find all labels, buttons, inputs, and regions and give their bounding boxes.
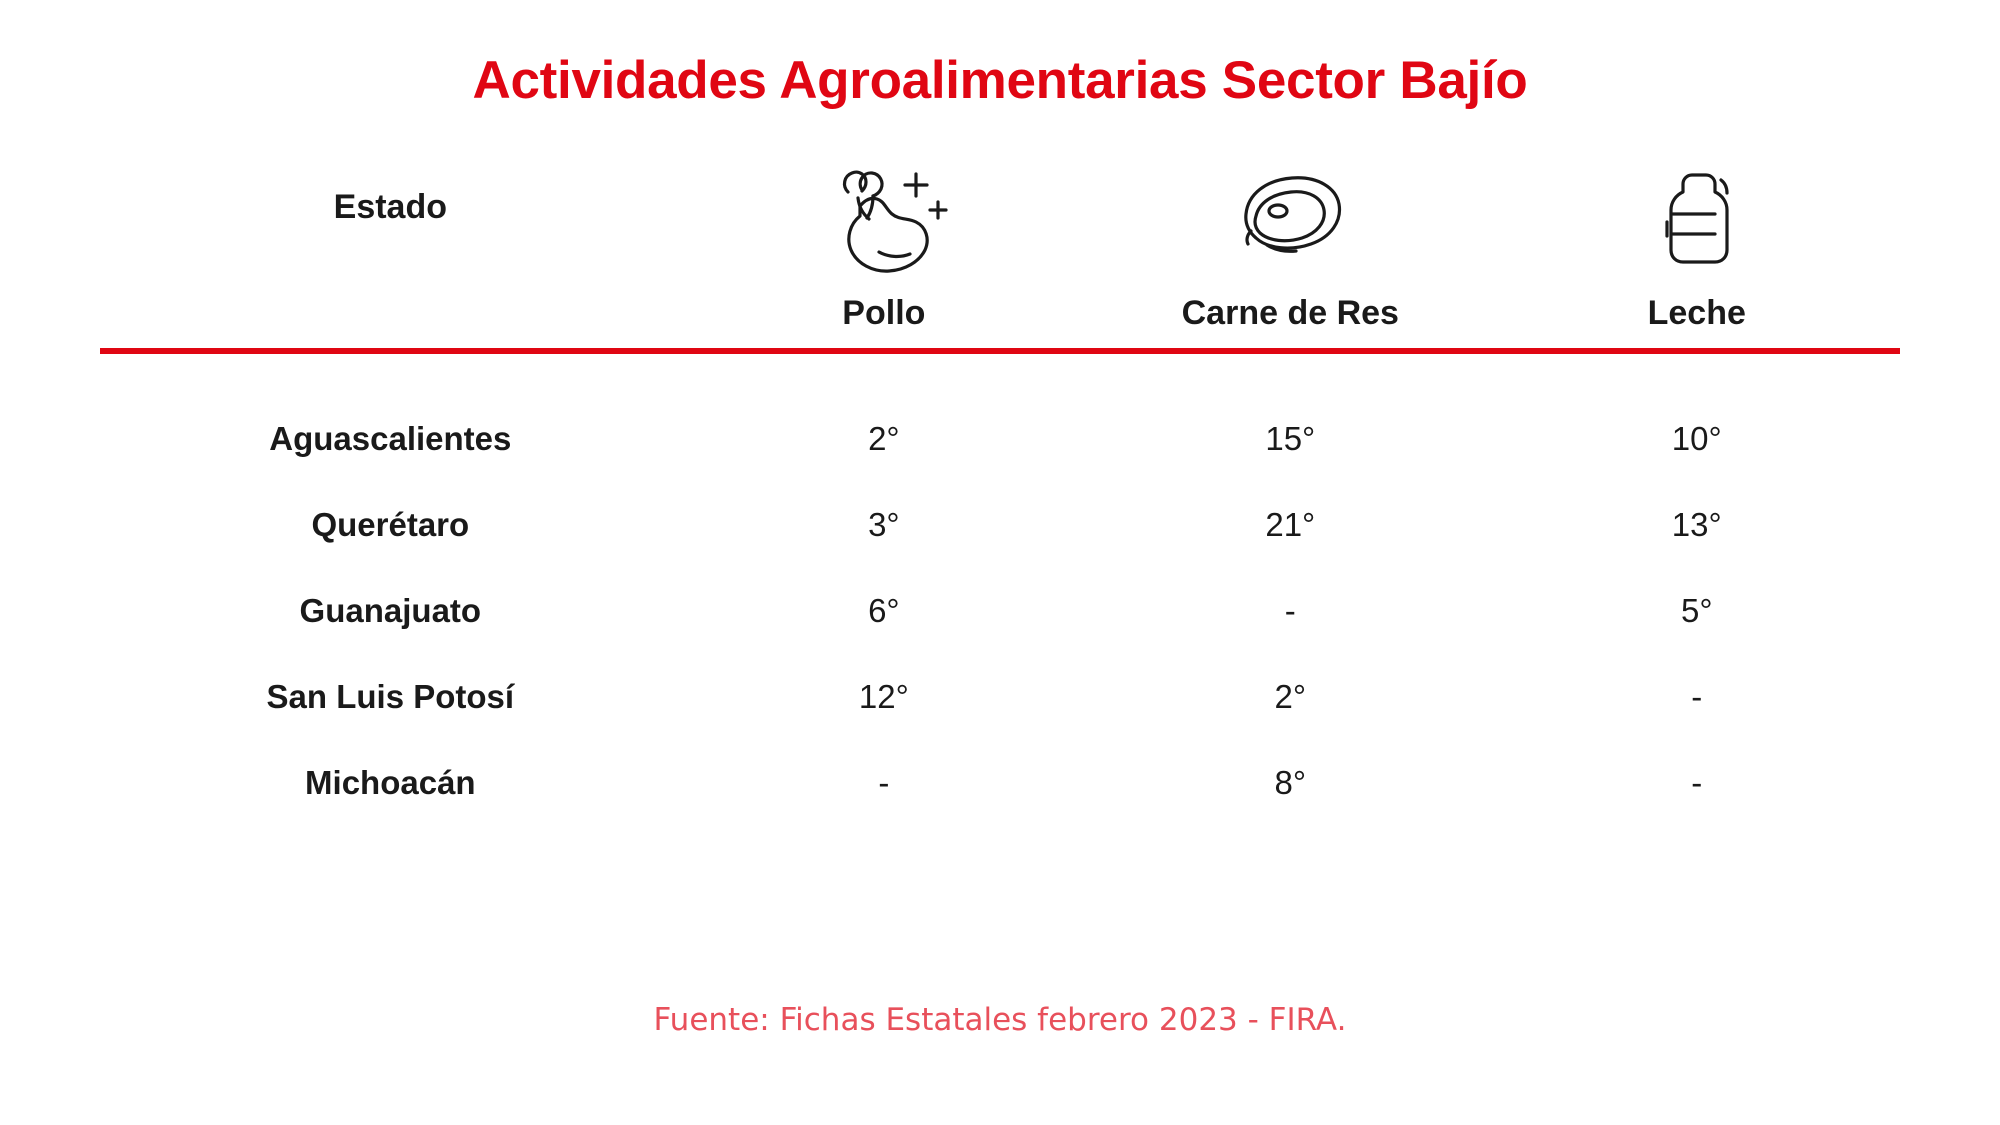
header-rule-cell [100, 344, 1900, 354]
cell-leche: - [1691, 678, 1703, 716]
header-spacer-row [100, 354, 1900, 396]
table-row [100, 482, 1900, 568]
cell-state: Aguascalientes [269, 420, 512, 458]
cell-carne: 15° [1265, 420, 1316, 458]
cell-carne: 8° [1274, 764, 1307, 802]
table-row [100, 568, 1900, 654]
header-label-pollo: Pollo [842, 294, 926, 332]
header-spacer-cell [100, 354, 1900, 396]
cell-state: Querétaro [311, 506, 470, 544]
cell-carne: 2° [1274, 678, 1307, 716]
chicken-leg-icon [682, 151, 1086, 281]
cell-pollo: 6° [868, 592, 900, 630]
cell-leche: 10° [1671, 420, 1722, 458]
header-label-carne: Carne de Res [1181, 294, 1399, 332]
header-cell-carne [1087, 150, 1493, 344]
header-cell-pollo [681, 150, 1087, 344]
table-header [100, 150, 1900, 396]
table-row [100, 740, 1900, 826]
table-row [100, 396, 1900, 482]
source-note: Fuente: Fichas Estatales febrero 2023 - FIRA. [653, 1002, 1347, 1038]
cell-state: San Luis Potosí [266, 678, 515, 716]
header-label-state: Estado [333, 188, 447, 226]
beef-steak-icon [1088, 151, 1492, 281]
cell-pollo: - [878, 764, 890, 802]
table-body [100, 396, 1900, 826]
cell-carne: - [1284, 592, 1296, 630]
page-title: Actividades Agroalimentarias Sector Bajío [472, 51, 1528, 110]
milk-jug-icon [1495, 151, 1899, 281]
cell-state: Guanajuato [299, 592, 482, 630]
cell-state: Michoacán [305, 764, 476, 802]
header-cell-state [100, 150, 681, 344]
cell-pollo: 3° [868, 506, 900, 544]
cell-pollo: 2° [868, 420, 900, 458]
table-container [100, 150, 1900, 826]
table-row [100, 654, 1900, 740]
cell-pollo: 12° [858, 678, 909, 716]
cell-leche: 5° [1680, 592, 1713, 630]
header-label-leche: Leche [1647, 294, 1746, 332]
header-cell-leche [1494, 150, 1900, 344]
cell-leche: - [1691, 764, 1703, 802]
header-row [100, 150, 1900, 344]
header-rule-row [100, 344, 1900, 354]
cell-leche: 13° [1671, 506, 1722, 544]
agro-table [100, 150, 1900, 826]
cell-carne: 21° [1265, 506, 1316, 544]
